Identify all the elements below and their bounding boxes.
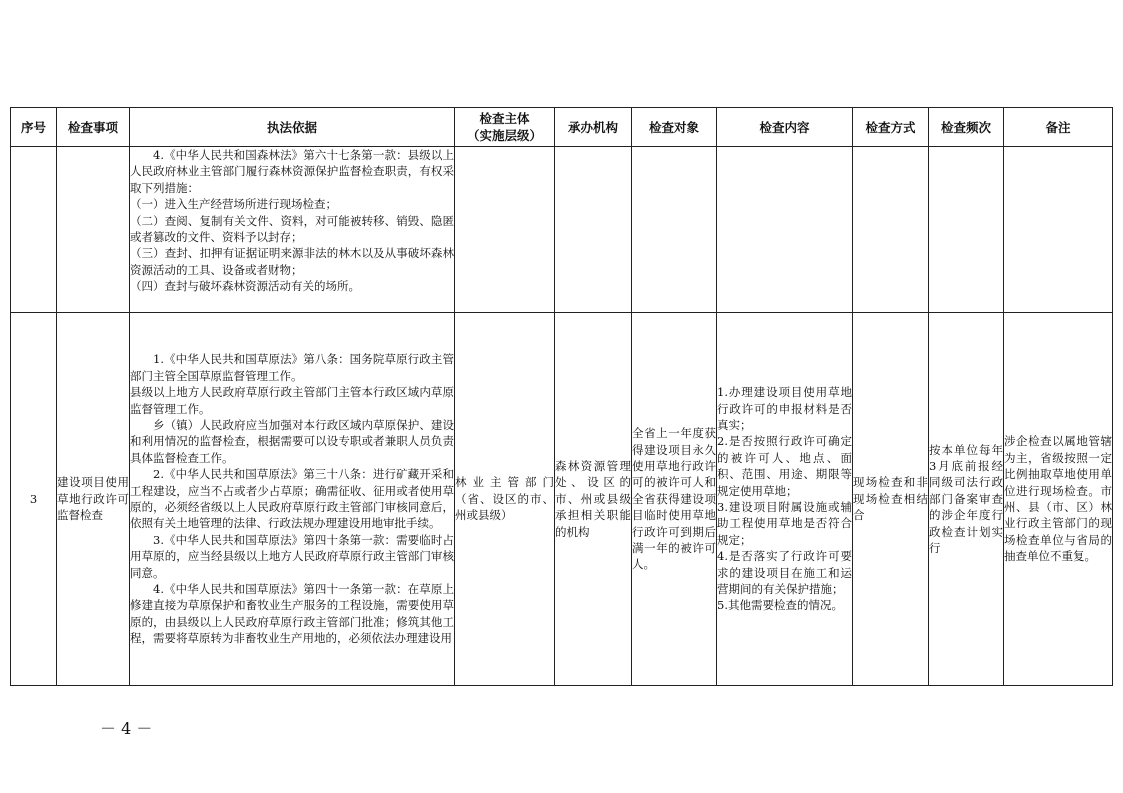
content-item: 5.其他需要检查的情况。 [717,598,843,613]
header-target: 检查对象 [632,108,717,147]
header-subject [455,108,555,147]
basis-paragraph: （四）查封与破坏森林资源活动有关的场所。 [130,279,360,294]
header-remark: 备注 [1004,108,1113,147]
cell-empty [853,147,929,313]
header-item: 检查事项 [57,108,130,147]
basis-paragraph: 乡（镇）人民政府应当加强对本行政区域内草原保护、建设和利用情况的监督检查，根据需要可以设专职或者兼职人员负责具体监督检查工作。 [130,417,454,465]
cell-empty [632,147,717,313]
cell-empty [929,147,1004,313]
content-item: 2.是否按照行政许可确定的被许可人、地点、面积、范围、用途、期限等规定使用草地； [717,434,852,498]
cell-empty [11,147,57,313]
inspection-table [10,107,1113,686]
inspection-frequency: 按本单位每年3月底前报经同级司法行政部门备案审查的涉企年度行政检查计划实行 [929,313,1004,686]
basis-paragraph: 3.《中华人民共和国草原法》第四十条第一款：需要临时占用草原的，应当经县级以上地方人民政府草原行政主管部门审核同意。 [130,532,454,580]
header-method: 检查方式 [853,108,929,147]
content-item: 1.办理建设项目使用草地行政许可的申报材料是否真实； [717,385,852,432]
row-number: 3 [11,313,57,686]
header-row [11,108,1113,147]
page-number: － 4 － [100,719,153,738]
inspection-method: 现场检查和非现场检查相结合 [853,313,929,686]
basis-paragraph: （三）查封、扣押有证据证明来源非法的林木以及从事破坏森林资源活动的工具、设备或者财物； [130,246,454,277]
basis-paragraph: （二）查阅、复制有关文件、资料，对可能被转移、销毁、隐匿或者篡改的文件、资料予以封存； [130,213,454,245]
content-item: 3.建设项目附属设施或辅助工程使用草地是否符合规定； [717,500,852,547]
handling-agency: 森林资源管理处、设区的市、州或县级承担相关职能的机构 [555,313,632,686]
basis-paragraph: 4.《中华人民共和国森林法》第六十七条第一款：县级以上人民政府林业主管部门履行森林资源保护监督检查职责，有权采取下列措施： [130,148,454,195]
table-row-continued [11,147,1113,313]
legal-basis-cell [130,313,455,686]
inspection-target: 全省上一年度获得建设项目永久使用草地行政许可的被许可人和全省获得建设项目临时使用草地行政许可到期后满一年的被许可人。 [632,313,717,686]
inspection-subject: 林业主管部门（省、设区的市、州或县级） [455,313,555,686]
cell-empty [1004,147,1113,313]
header-subject-line2: （实施层级） [466,128,542,143]
cont-basis-cell [130,147,455,313]
cell-empty [455,147,555,313]
remark: 涉企检查以属地管辖为主，省级按照一定比例抽取草地使用单位进行现场检查。市州、县（市、区）林业行政主管部门的现场检查单位与省局的抽查单位不重复。 [1004,313,1113,686]
header-agency: 承办机构 [555,108,632,147]
cell-empty [555,147,632,313]
header-basis: 执法依据 [130,108,455,147]
basis-paragraph: 1.《中华人民共和国草原法》第八条：国务院草原行政主管部门主管全国草原监督管理工作。 [130,352,454,383]
basis-paragraph: 2.《中华人民共和国草原法》第三十八条：进行矿藏开采和工程建设，应当不占或者少占草原；确需征收、征用或者使用草原的，必须经省级以上人民政府草原行政主管部门审核同意后，依照有关土地管理的法律、行政法规办理建设用地审批手续。 [130,467,454,531]
basis-paragraph: 4.《中华人民共和国草原法》第四十一条第一款：在草原上修建直接为草原保护和畜牧业生产服务的工程设施，需要使用草原的，由县级以上人民政府草原行政主管部门批准；修筑其他工程，需要将草原转为非畜牧业生产用地的，必须依法办理建设用 [130,582,454,646]
cell-empty [717,147,853,313]
basis-paragraph: 县级以上地方人民政府草原行政主管部门主管本行政区域内草原监督管理工作。 [130,385,454,416]
header-frequency: 检查频次 [929,108,1004,147]
header-content: 检查内容 [717,108,853,147]
inspection-content [717,313,853,686]
basis-paragraph: （一）进入生产经营场所进行现场检查； [130,197,337,212]
header-subject-line1: 检查主体 [479,111,530,126]
cell-empty [57,147,130,313]
table-row-3 [11,313,1113,686]
header-no: 序号 [11,108,57,147]
inspection-item: 建设项目使用草地行政许可监督检查 [57,313,130,686]
content-item: 4.是否落实了行政许可要求的建设项目在施工和运营期间的有关保护措施； [717,549,852,597]
